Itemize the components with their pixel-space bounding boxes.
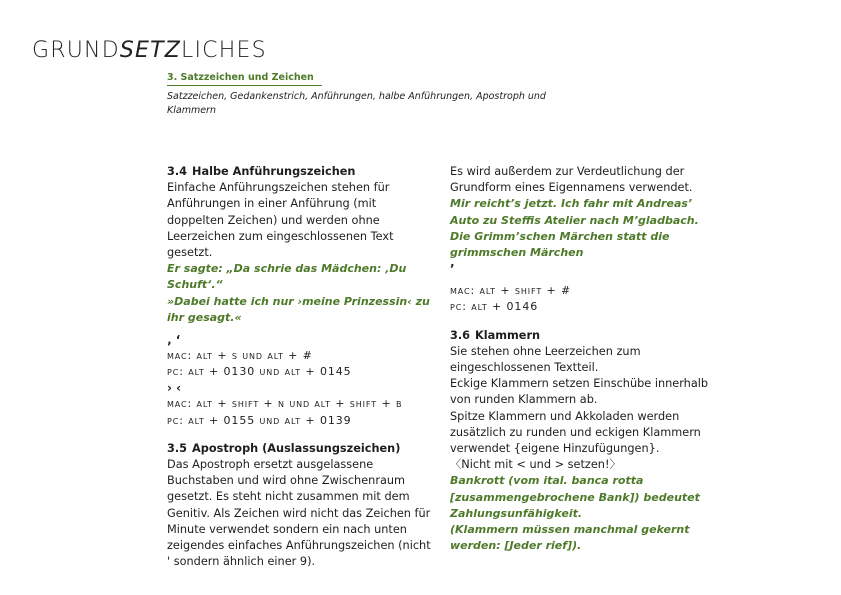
body-3-5-continued: Es wird außerdem zur Verdeutlichung der Grundform eines Eigennamens verwendet. [450, 165, 693, 195]
body-3-5: Das Apostroph ersetzt ausgelassene Buchstaben und wird ohne Zwischenraum gesetzt. Es steht nicht zusammen mit dem Genitiv. Als Zeichen wird nicht das Zeichen für Minute verwendet sondern ein nach unten zeigendes einfaches Anführungszeichen (nicht ' sondern ähnlich einer 9). [167, 458, 431, 569]
title-part-3: LICHES [181, 38, 267, 63]
glyph-apostrophe: ’ [450, 262, 455, 277]
shortcut-pc-3: pc: alt + 0146 [450, 300, 539, 314]
example-apostrophe-1: Mir reicht’s jetzt. Ich fahr mit Andreas’ Auto zu Steffis Atelier nach M’gladbach. [450, 197, 699, 227]
shortcut-mac-1: mac: alt + s und alt + # [167, 349, 313, 363]
heading-3-5 [167, 441, 435, 457]
shortcut-pc-2: pc: alt + 0155 und alt + 0139 [167, 413, 352, 427]
body-3-6-p2: Eckige Klammern setzen Einschübe innerhalb von runden Klammern ab. [450, 377, 709, 407]
body-3-4: Einfache Anführungszeichen stehen für Anführungen in einer Anführung (mit doppelten Zeichen) und werden ohne Leerzeichen zum eingeschlossenen Text gesetzt. [167, 181, 394, 260]
section-description: Satzzeichen, Gedankenstrich, Anführungen, halbe Anführungen, Apostroph und Klammern [167, 91, 546, 116]
glyph-single-quotes: ‚ ‘ [167, 333, 181, 348]
example-brackets-1: Bankrott (vom ital. banca rotta [zusammengebrochene Bank]) bedeutet Zahlungsunfähigkeit. [450, 474, 700, 520]
page-title [32, 38, 267, 63]
heading-number: 3.5 [167, 441, 188, 455]
example-2: »Dabei hatte ich nur ›meine Prinzessin‹ zu ihr gesagt.« [167, 294, 430, 324]
shortcut-pc-1: pc: alt + 0130 und alt + 0145 [167, 365, 352, 379]
heading-3-4 [167, 164, 435, 180]
title-part-italic: SETZ [119, 38, 182, 63]
body-3-6-p1: Sie stehen ohne Leerzeichen zum eingeschlossenen Textteil. [450, 344, 641, 375]
shortcut-mac-3: mac: alt + shift + # [450, 284, 572, 298]
heading-number: 3.6 [450, 328, 471, 342]
example-1: Er sagte: „Da schrie das Mädchen: ‚Du Schuft‘.“ [167, 262, 407, 292]
heading-number: 3.4 [167, 165, 188, 178]
section-label: 3. Satzzeichen und Zeichen [167, 72, 322, 86]
body-3-6-p4: 〈Nicht mit < und > setzen!〉 [450, 458, 621, 472]
glyph-single-guillemets: › ‹ [167, 381, 182, 396]
right-column [450, 164, 718, 554]
example-brackets-2: (Klammern müssen manchmal gekernt werden: [Jeder rief]). [450, 523, 690, 553]
title-part-1: GRUND [32, 38, 120, 63]
heading-text: Halbe Anführungszeichen [192, 165, 356, 178]
heading-text: Klammern [475, 328, 541, 342]
body-3-6-p3: Spitze Klammern und Akkoladen werden zusätzlich zu runden und eckigen Klammern verwendet {eigene Hinzufügungen}. [450, 409, 701, 456]
example-apostrophe-2: Die Grimm’schen Märchen statt die grimmschen Märchen [450, 229, 670, 260]
left-column [167, 164, 435, 570]
heading-text: Apostroph (Auslassungszeichen) [192, 441, 401, 455]
heading-3-6 [450, 328, 718, 344]
shortcut-mac-2: mac: alt + shift + n und alt + shift + b [167, 397, 403, 411]
